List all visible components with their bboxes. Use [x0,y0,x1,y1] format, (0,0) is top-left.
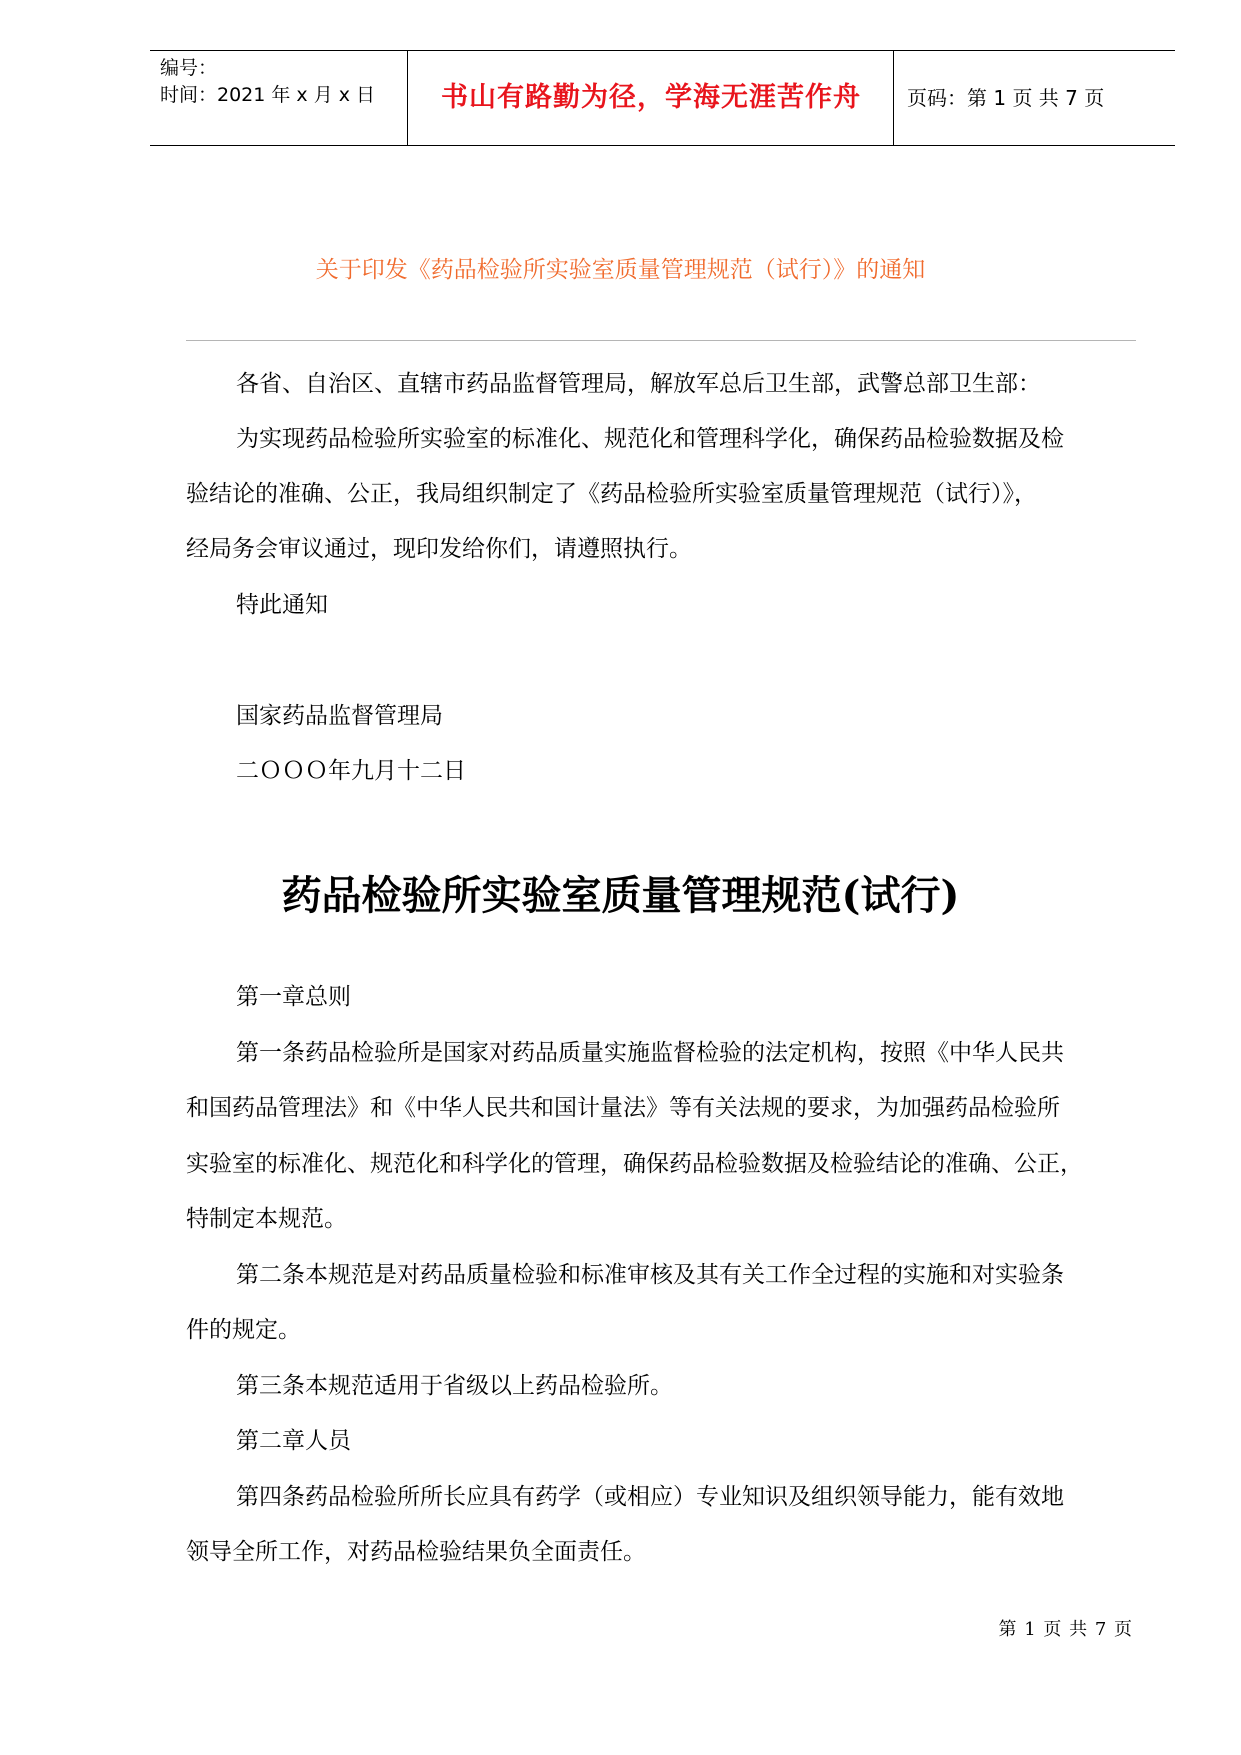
chapter-heading: 第二章人员 [236,1428,351,1454]
regulation-title: 药品检验所实验室质量管理规范(试行) [281,872,960,919]
article-line: 第四条药品检验所所长应具有药学（或相应）专业知识及组织领导能力，能有效地 [236,1484,1064,1510]
page-footer: 第 1 页 共 7 页 [998,1619,1133,1640]
article-line: 第一条药品检验所是国家对药品质量实施监督检验的法定机构，按照《中华人民共 [236,1040,1064,1066]
article-line: 和国药品管理法》和《中华人民共和国计量法》等有关法规的要求，为加强药品检验所 [186,1095,1060,1121]
notice-date: 二ＯＯＯ年九月十二日 [236,758,466,784]
title-divider [186,340,1136,341]
article-line: 件的规定。 [186,1317,301,1343]
document-time-label: 时间：2021 年 x 月 x 日 [160,84,376,106]
notice-title: 关于印发《药品检验所实验室质量管理规范（试行）》的通知 [315,257,926,283]
article-line: 第三条本规范适用于省级以上药品检验所。 [236,1373,673,1399]
notice-body-line: 经局务会审议通过，现印发给你们，请遵照执行。 [186,536,692,562]
notice-body-line: 为实现药品检验所实验室的标准化、规范化和管理科学化，确保药品检验数据及检 [236,426,1064,452]
document-number-label: 编号： [160,57,218,79]
article-line: 领导全所工作，对药品检验结果负全面责任。 [186,1539,646,1565]
header-page-label: 页码：第 1 页 共 7 页 [907,86,1105,110]
article-line: 第二条本规范是对药品质量检验和标准审核及其有关工作全过程的实施和对实验条 [236,1262,1064,1288]
chapter-heading: 第一章总则 [236,984,351,1010]
notice-closing: 特此通知 [236,592,328,618]
notice-body-line: 验结论的准确、公正，我局组织制定了《药品检验所实验室质量管理规范（试行）》， [186,481,1037,507]
article-line: 特制定本规范。 [186,1206,347,1232]
header-motto: 书山有路勤为径，学海无涯苦作舟 [409,51,894,145]
header-meta-cell [150,51,408,145]
notice-issuer: 国家药品监督管理局 [236,703,443,729]
notice-salutation: 各省、自治区、直辖市药品监督管理局，解放军总后卫生部，武警总部卫生部： [236,371,1041,397]
article-line: 实验室的标准化、规范化和科学化的管理，确保药品检验数据及检验结论的准确、公正， [186,1151,1083,1177]
document-header [150,50,1175,146]
